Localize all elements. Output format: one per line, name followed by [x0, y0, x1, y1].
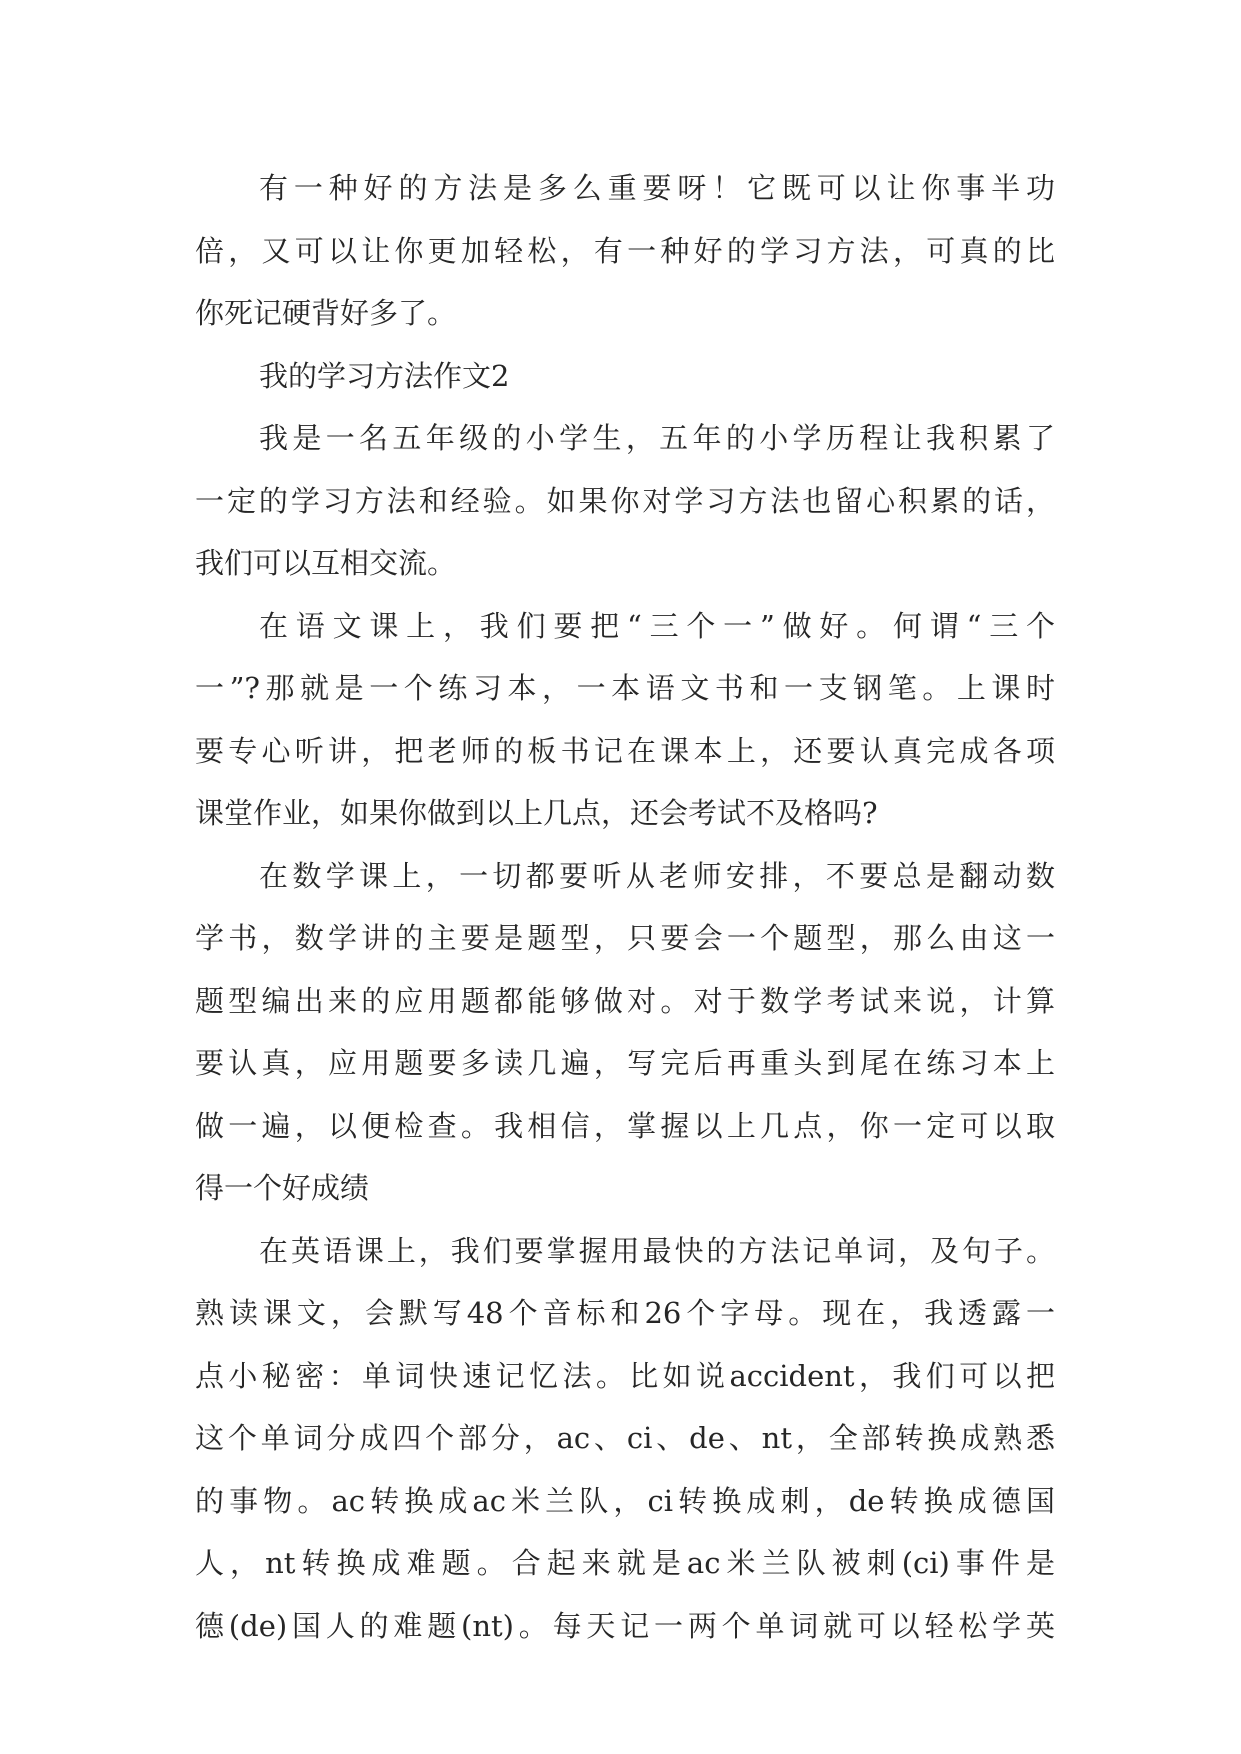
paragraph-5-line-4: 这个单词分成四个部分，ac、ci、de、nt，全部转换成熟悉: [195, 1421, 1055, 1455]
paragraph-4-line-4: 要认真，应用题要多读几遍，写完后再重头到尾在练习本上: [195, 1046, 1055, 1080]
paragraph-2-line-3: 我们可以互相交流。: [195, 546, 457, 580]
paragraph-5-line-5: 的事物。ac转换成ac米兰队，ci转换成刺，de转换成德国: [195, 1483, 1055, 1518]
paragraph-3-line-1: 在语文课上，我们要把“三个一”做好。何谓“三个: [259, 608, 1055, 643]
section-heading: 我的学习方法作文2: [259, 358, 510, 393]
paragraph-5-line-6: 人，nt转换成难题。合起来就是ac米兰队被刺(ci)事件是: [195, 1546, 1055, 1580]
paragraph-1-line-1: 有一种好的方法是多么重要呀！它既可以让你事半功: [259, 171, 1055, 205]
paragraph-5-line-1: 在英语课上，我们要掌握用最快的方法记单词，及句子。: [259, 1233, 1055, 1268]
paragraph-4-line-2: 学书，数学讲的主要是题型，只要会一个题型，那么由这一: [195, 921, 1055, 955]
paragraph-5-line-2: 熟读课文，会默写48个音标和26个字母。现在，我透露一: [195, 1296, 1055, 1330]
paragraph-4-line-5: 做一遍，以便检查。我相信，掌握以上几点，你一定可以取: [195, 1108, 1055, 1143]
paragraph-1-line-2: 倍，又可以让你更加轻松，有一种好的学习方法，可真的比: [195, 233, 1055, 268]
paragraph-4-line-6: 得一个好成绩: [195, 1171, 370, 1205]
paragraph-1-line-3: 你死记硬背好多了。: [195, 296, 457, 330]
paragraph-2-line-2: 一定的学习方法和经验。如果你对学习方法也留心积累的话，: [195, 483, 1055, 518]
paragraph-4-line-1: 在数学课上，一切都要听从老师安排，不要总是翻动数: [259, 858, 1055, 893]
paragraph-3-line-2: 一”?那就是一个练习本，一本语文书和一支钢笔。上课时: [195, 671, 1055, 705]
paragraph-2-line-1: 我是一名五年级的小学生，五年的小学历程让我积累了: [259, 421, 1055, 455]
paragraph-5-line-7: 德(de)国人的难题(nt)。每天记一两个单词就可以轻松学英: [195, 1608, 1055, 1643]
essay-body: [195, 157, 1055, 1657]
paragraph-4-line-3: 题型编出来的应用题都能够做对。对于数学考试来说，计算: [195, 983, 1055, 1018]
paragraph-5-line-3: 点小秘密：单词快速记忆法。比如说accident，我们可以把: [195, 1358, 1055, 1393]
paragraph-3-line-4: 课堂作业，如果你做到以上几点，还会考试不及格吗?: [195, 796, 878, 830]
paragraph-3-line-3: 要专心听讲，把老师的板书记在课本上，还要认真完成各项: [195, 733, 1055, 768]
